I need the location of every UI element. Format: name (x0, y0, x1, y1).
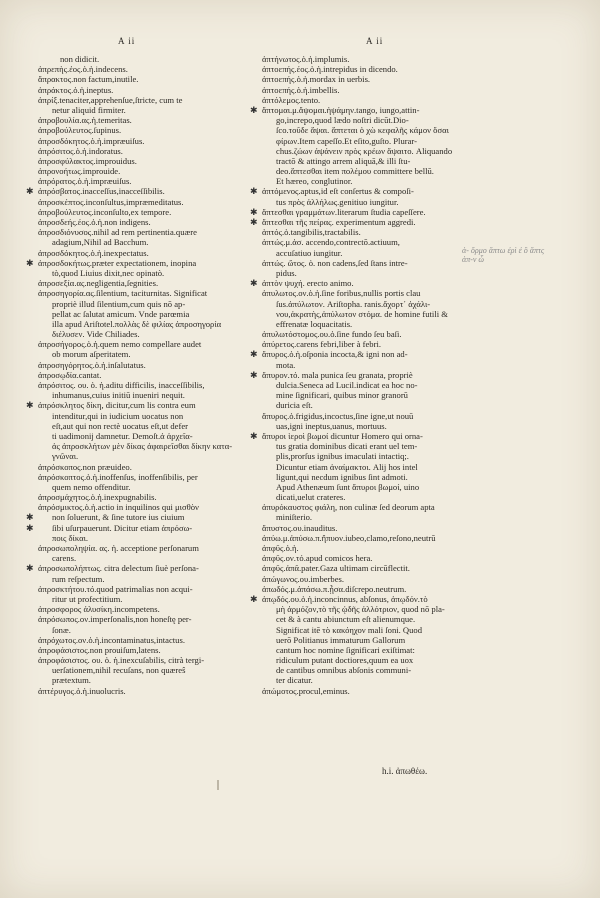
signature-mark-right: A ii (366, 36, 384, 46)
line-text: non didicit. (60, 54, 100, 64)
dictionary-line (262, 523, 514, 533)
line-text: quem nemo offenditur. (52, 481, 131, 492)
asterisk-marker-icon: ✱ (250, 186, 258, 197)
dictionary-line (38, 227, 288, 237)
line-text: ἀπρόσκοπος.non præuideo. (38, 461, 132, 472)
dictionary-line (38, 136, 288, 146)
line-text: mota. (276, 359, 296, 370)
line-text: inhumanus,cuius initiū inueniri nequit. (52, 390, 185, 401)
dictionary-line (250, 593, 514, 604)
line-text: ἄπυροι ἱεροὶ βωμοί dicuntur Homero qui orna- (262, 430, 423, 441)
dictionary-line (38, 125, 288, 135)
line-text: go,increpo,quod lædo noſtri dicūt.Dio- (276, 115, 409, 126)
dictionary-line (38, 665, 288, 675)
line-text: dulcia.Seneca ad Lucil.indicat ea hoc no- (276, 380, 418, 390)
dictionary-line (38, 441, 288, 451)
line-text: miniſterio. (276, 512, 313, 523)
gutter-mark (217, 780, 219, 790)
line-text: tractō & attingo arrem aliquā,& illi ſtu- (276, 155, 411, 166)
line-text: uerſationem,nihil recuſans, non quæreŝ (52, 665, 186, 676)
asterisk-marker-icon: ✱ (250, 217, 258, 227)
line-text: duricia eſt. (276, 400, 313, 411)
line-text: intenditur,qui in iudicium uocatus non (52, 410, 184, 421)
line-text: ter dicatur. (276, 675, 313, 686)
line-text: mine ſignificari, quibus minor granorū (276, 390, 408, 401)
dictionary-line (262, 146, 514, 156)
line-text: ſco.τοῦδε ἅψαι. ἅπτεται ὁ χὼ κεφαλῆς κάμον ὅσαι (276, 125, 449, 136)
dictionary-line (262, 584, 514, 594)
line-text: διέλυσεν. Vide Chiliades. (52, 329, 140, 340)
line-text: νου,ἀκρατὴς,ἀπύλωτον στόμα. de homine futili & (276, 308, 448, 319)
asterisk-marker-icon: ✱ (250, 369, 258, 380)
right-column (250, 54, 514, 696)
line-text: ἀπροσήγορος.ὁ.ἡ.quem nemo compellare audet (38, 339, 202, 350)
line-text: ἅπτεσθαι τῆς πείρας. experimentum aggredi. (262, 217, 416, 227)
dictionary-line (262, 604, 514, 614)
line-text: ἀπροσδιόνυσος.nihil ad rem pertinentia.quære (38, 227, 197, 238)
dictionary-line (262, 574, 514, 584)
line-text: ἅπτομαι.μ.ἅψομαι.ἡψάμην.tango, iungo,attin- (262, 104, 420, 115)
line-text: ἀπροβουλία.ας.ἡ.temeritas. (38, 115, 132, 126)
dictionary-line (26, 257, 288, 268)
dictionary-line (38, 472, 288, 482)
dictionary-line (26, 522, 288, 533)
line-text: ſus.ἀπύλωτον. Ariſtopha. ranis.ἄχορτ᾽ ἀχάλι- (276, 298, 431, 309)
dictionary-line (38, 574, 288, 584)
line-text: γνῶναι. (52, 451, 79, 462)
dictionary-line (262, 635, 514, 645)
dictionary-line (262, 686, 514, 696)
line-text: ἀπτώς. ὤτος. ὁ. non cadens,ſed ſtans intre- (262, 257, 408, 268)
line-text: ἀπροβούλευτος.ſupinus. (38, 125, 122, 136)
line-text: ἀς ἀπροσκλήτων μὲν δίκας ἀφαιρεῖσθαι δίκην κατα- (52, 441, 233, 452)
line-text: ἀπροσωπολήπτως. citra delectum ſiuè perſona- (38, 563, 199, 574)
asterisk-marker-icon: ✱ (250, 278, 258, 289)
dictionary-line (262, 176, 514, 186)
line-text: rum reſpectum. (52, 573, 105, 584)
dictionary-line (38, 197, 288, 207)
dictionary-line (38, 309, 288, 319)
dictionary-line (38, 299, 288, 309)
line-text: cantum hoc nomine ſignificari exiſtimat: (276, 644, 415, 655)
dictionary-line (262, 625, 514, 635)
dictionary-line (262, 125, 514, 135)
line-text: ἄπυρον.τό. mala punica ſeu granata, propriè (262, 369, 413, 380)
dictionary-line (38, 482, 288, 492)
line-text: ἀπροσφύλακτος.improuidus. (38, 155, 137, 166)
line-text: ἀπυλωτόστομος.ου.ὁ.ſine fundo ſeu baſi. (262, 329, 402, 340)
line-text: ἀπρόσιτος. ου. ὁ. ἡ.aditu difficilis, inacceſſibilis, (38, 380, 205, 390)
dictionary-line (38, 451, 288, 461)
line-text: ἀπτήνωτος.ὁ.ἡ.implumis. (262, 54, 350, 64)
line-text: ἀπροσηγόρητος.ὁ.ἡ.inſalutatus. (38, 359, 146, 370)
asterisk-marker-icon: ✱ (250, 593, 258, 604)
dictionary-line (262, 390, 514, 400)
dictionary-line (38, 166, 288, 176)
dictionary-line (38, 176, 288, 186)
dictionary-line (38, 645, 288, 655)
line-text: plis,prorſus ignibus imaculati intactiq;. (276, 451, 409, 462)
dictionary-line (38, 584, 288, 594)
dictionary-line (250, 104, 514, 115)
dictionary-line (262, 462, 514, 472)
line-text: ἀπτὸν ψυχή. erecto animo. (262, 278, 354, 289)
asterisk-marker-icon: ✱ (26, 522, 34, 533)
line-text: ἀπρόσβατος.inacceſſus,inacceſſibilis. (38, 186, 165, 197)
line-text: cet & à cantu abiunctum eſt alienumque. (276, 614, 416, 625)
dictionary-line (38, 502, 288, 512)
dictionary-line (38, 625, 288, 635)
dictionary-line (262, 339, 514, 349)
dictionary-line (262, 74, 514, 84)
line-text: ἀπφῦς.ον.τό.apud comicos hera. (262, 553, 373, 564)
line-text: ἀπφῦς.ὁ.ἡ. (262, 543, 299, 553)
line-text: ἀπροσμάχητος.ὁ.ἡ.inexpugnabilis. (38, 492, 157, 503)
handwritten-marginal-note (462, 246, 582, 264)
line-text: ἀπρεπὴς.ἐος.ὁ.ἡ.indecens. (38, 64, 128, 75)
line-text: ἀπροσφορος ἀλυσίκη.incompetens. (38, 604, 160, 615)
dictionary-line (262, 421, 514, 431)
dictionary-line (38, 237, 288, 247)
dictionary-line (38, 115, 288, 125)
dictionary-line (26, 563, 288, 574)
line-text: uerō Politianus immaturum Gallorum (276, 634, 406, 645)
line-text: pellat ac ſalutat amicum. Vnde parœmia (52, 308, 190, 319)
dictionary-line (250, 186, 514, 197)
dictionary-line (262, 166, 514, 176)
asterisk-marker-icon: ✱ (26, 186, 34, 197)
line-text: ἅπτεσθαι γραμμάτων.literarum ſtudia capeſſere. (262, 206, 426, 217)
dictionary-line (262, 451, 514, 461)
dictionary-line (38, 421, 288, 431)
dictionary-line (262, 136, 514, 146)
line-text: ἀπυλωτος.ον.ὁ.ἡ.ſine foribus,nullis portis clau (262, 288, 421, 299)
dictionary-line (38, 288, 288, 298)
line-text: ἀπροσῳδία.cantat. (38, 369, 102, 380)
line-text: deo.ἅπτεσθαι item πολέμου committere bellū. (276, 166, 434, 177)
dictionary-line (38, 462, 288, 472)
line-text: ἀπροσωποληψία. ας. ἡ. acceptione perſonarum (38, 543, 199, 553)
line-text: Apud Athenæum ſunt ἄπυροι βωμοί, uino (276, 481, 420, 492)
dictionary-line (262, 614, 514, 624)
dictionary-line (38, 380, 288, 390)
line-text: ἀπτοεπής.ὁ.ἡ.mordax in uerbis. (262, 74, 371, 85)
line-text: ἀπώγωνος.ου.imberbes. (262, 573, 345, 584)
line-text: ἀπυρόκαυστος φιάλη, non culinæ ſed deorum apta (262, 502, 435, 513)
dictionary-line (262, 380, 514, 390)
dictionary-line (38, 675, 288, 685)
line-text: ἀπροσηγορία.ας.ſilentium, taciturnitas. Significat (38, 288, 208, 299)
asterisk-marker-icon: ✱ (250, 104, 258, 115)
dictionary-line (38, 74, 288, 84)
line-text: non ſoluerunt, & ſine tutore ius ciuium (52, 512, 185, 523)
dictionary-line (250, 430, 514, 441)
dictionary-line (262, 309, 514, 319)
dictionary-line (262, 553, 514, 563)
line-text: effrenatæ loquacitatis. (276, 318, 353, 329)
line-text: ἄπυρος.ὁ.frigidus,incoctus,ſine igne,ut nouū (262, 410, 414, 421)
dictionary-line (38, 543, 288, 553)
dictionary-line (262, 319, 514, 329)
line-text: ἀπῳδός.ου.ὁ.ἡ.inconcinnus, abſonus, ἀπῳδόν.τὸ (262, 593, 428, 604)
line-text: ἀπρόχωτος.ον.ὁ.ἡ.incontaminatus,intactus. (38, 634, 185, 645)
line-text: pidus. (276, 267, 297, 278)
line-text: dicati,uelut crateres. (276, 492, 346, 503)
dictionary-line (38, 492, 288, 502)
line-text: ἀπροσδοκήτως.præter expectationem, inopina (38, 257, 197, 268)
dictionary-line (38, 329, 288, 339)
line-text: adagium,Nihil ad Bacchum. (52, 237, 149, 248)
line-text: tus gratia dominibus dicati erant uel tem- (276, 441, 418, 452)
line-text: ἀπτόλεμος.tento. (262, 94, 321, 105)
line-text: Et hæreo, conglutinor. (276, 176, 353, 187)
catchword: h.i. ἀπωθέω. (382, 766, 428, 776)
asterisk-marker-icon: ✱ (26, 257, 34, 268)
line-text: ἀπρόσκοπτος.ὁ.ἡ.inoffenſus, inoffenſibilis, per (38, 471, 198, 482)
line-text: ἀπροσδόκητος.ὁ.ἡ.impræuiſus. (38, 135, 145, 146)
dictionary-line (38, 54, 288, 64)
line-text: ἀπροσδόκητος.ὁ.ἡ.inexpectatus. (38, 247, 149, 258)
line-text: tus πρὸς ἀλλήλως.genitiuo iungitur. (276, 196, 399, 207)
dictionary-line (262, 665, 514, 675)
dictionary-line (262, 268, 514, 278)
line-text: ἄπυρος.ὁ.ἡ.oſponia incocta,& igni non ad- (262, 349, 408, 360)
dictionary-line (262, 411, 514, 421)
line-text: netur aliquid firmiter. (52, 104, 126, 115)
line-text: ἀπτοεπής.έος.ὁ.ἡ.intrepidus in dicendo. (262, 64, 398, 75)
line-text: de cantibus omnibus abſonis communi- (276, 665, 412, 676)
line-text: ἀπροσεξία.ας.negligentia,ſegnities. (38, 278, 159, 289)
dictionary-line (262, 85, 514, 95)
line-text: ἀπύρετος.carens febri,liber à febri. (262, 339, 381, 350)
dictionary-line (262, 492, 514, 502)
dictionary-line (38, 553, 288, 563)
dictionary-line (38, 614, 288, 624)
dictionary-line (262, 95, 514, 105)
asterisk-marker-icon: ✱ (26, 563, 34, 574)
dictionary-line (38, 248, 288, 258)
line-text: ob morum aſperitatem. (52, 349, 131, 360)
line-text: ἀπώμοτος.procul,eminus. (262, 685, 350, 696)
dictionary-line (38, 390, 288, 400)
line-text: μὴ ἁρμόζον,τὸ τῆς ᾠδῆς ἀλλότριον, quod nō pla- (276, 604, 445, 615)
line-text: ſonæ. (52, 624, 71, 635)
dictionary-line (38, 635, 288, 645)
dictionary-line (250, 206, 514, 217)
dictionary-line (38, 319, 288, 329)
dictionary-line (262, 655, 514, 665)
asterisk-marker-icon: ✱ (26, 512, 34, 523)
line-text: uas,igni ineptus,uanus, mortuus. (276, 420, 387, 431)
line-text: ἀπρονοήτως.improuide. (38, 166, 121, 177)
dictionary-line (262, 502, 514, 512)
line-text: ridiculum putant doctiores,quum ea uox (276, 655, 414, 666)
dictionary-line (262, 472, 514, 482)
line-text: ti uadimonij damnetur. Demoſt.ἀ ἀρχεῖα- (52, 430, 193, 441)
asterisk-marker-icon: ✱ (250, 349, 258, 360)
dictionary-line (262, 441, 514, 451)
line-text: ποις δίκαι. (52, 532, 89, 543)
dictionary-line (250, 278, 514, 289)
line-text: Significat itē τὸ κακόηχον mali ſoni. Quod (276, 624, 423, 635)
line-text: ἀπτοεπής.ὁ.ἡ.imbellis. (262, 84, 340, 95)
dictionary-line (262, 675, 514, 685)
line-text: ἀπτόμενος.aptus,id eſt conſertus & compoſi- (262, 186, 414, 197)
line-text: accuſatiuo iungitur. (276, 247, 343, 258)
dictionary-line (38, 411, 288, 421)
marginal-note-line: ἀ- ὄρμο ἅπτω ἐρὶ ἐ ὃ ἅπτς (462, 246, 545, 255)
asterisk-marker-icon: ✱ (250, 206, 258, 217)
line-text: ſibi uſurpauerunt. Dicitur etiam ἀπρόσω- (52, 522, 193, 533)
page-header (0, 36, 600, 50)
dictionary-line (262, 329, 514, 339)
dictionary-line (262, 512, 514, 522)
line-text: ἀπράκτος.ὁ.ἡ.ineptus. (38, 84, 114, 95)
dictionary-line (262, 543, 514, 553)
dictionary-line (262, 115, 514, 125)
line-text: ἀπρόσιτος.ὁ.ἡ.indoratus. (38, 145, 123, 156)
line-text: ἀπροσδεής.έος.ὁ.ἡ.non indigens. (38, 217, 151, 227)
dictionary-line (262, 299, 514, 309)
line-text: ἀπροσκέπτος.inconſultus,impræmeditatus. (38, 196, 184, 207)
dictionary-line (26, 400, 288, 411)
dictionary-line (26, 512, 288, 523)
line-text: carens. (52, 553, 77, 564)
dictionary-line (38, 686, 288, 696)
dictionary-line (262, 482, 514, 492)
dictionary-line (38, 655, 288, 665)
signature-mark-left: A ii (118, 36, 136, 46)
dictionary-line (38, 604, 288, 614)
dictionary-line (38, 339, 288, 349)
line-text: ἀπρίξ.tenaciter,apprehenſue,ſtricte, cum te (38, 94, 183, 105)
dictionary-line (262, 400, 514, 410)
line-text: ἀπροφάσιστος. ου. ὁ. ἡ.inexcuſabilis, citrà tergi- (38, 655, 205, 666)
line-text: illa apud Ariſtotel.πολλὰς δὲ φιλίας ἀπροσηγορία (52, 318, 222, 329)
line-text: ligunt,qui necdum ignibus ſint admoti. (276, 471, 408, 482)
line-text: ἀπφῦς.ἀπᾶ.pater.Gaza ultimam circūflectit. (262, 563, 410, 574)
dictionary-line (262, 563, 514, 573)
dictionary-line (38, 64, 288, 74)
line-text: φίρων.Item capeſſo.Et eſito,guſto. Plurar- (276, 135, 417, 146)
dictionary-line (262, 288, 514, 298)
line-text: ἄπρακτος.non factum,inutile. (38, 74, 139, 85)
dictionary-line (38, 146, 288, 156)
line-text: propriè illud ſilentium,cum quis nō ap- (52, 298, 186, 309)
dictionary-line (38, 268, 288, 278)
dictionary-line (262, 156, 514, 166)
dictionary-line (262, 64, 514, 74)
dictionary-line (262, 645, 514, 655)
line-text: ἀπύω.μ.ἀπύσω.π.ἤπυον.iubeo,clamo,reſono,neutrū (262, 532, 436, 543)
dictionary-line (38, 360, 288, 370)
dictionary-line (38, 95, 288, 105)
dictionary-line (250, 349, 514, 360)
line-text: ἀπρόρατος.ὁ.ἡ.impræuiſus. (38, 176, 132, 187)
line-text: Dicuntur etiam ἀναίμακτοι. Alij hos intel (276, 461, 418, 472)
dictionary-line (38, 156, 288, 166)
asterisk-marker-icon: ✱ (26, 400, 34, 411)
dictionary-line (38, 85, 288, 95)
line-text: tò,quod Liuius dixit,nec opinatò. (52, 267, 165, 278)
dictionary-line (262, 197, 514, 207)
line-text: ἁπτός.ὁ.tangibilis,tractabilis. (262, 227, 361, 238)
line-text: ἀπρόσωπος.ον.imperſonalis,non honeſtę per- (38, 614, 192, 625)
line-text: ἀπτέρυγος.ὁ.ἡ.inuolucris. (38, 685, 126, 696)
line-text: ἀπρόσμικτος.ὁ.ἡ.actio in inquilinos qui μισθὸν (38, 502, 199, 513)
dictionary-line (262, 533, 514, 543)
line-text: ἀπροφάσιστος.non prouiſum,latens. (38, 644, 161, 655)
line-text: ritur ut profectitium. (52, 593, 123, 604)
line-text: eſt,aut qui non rectè uocatus eſt,ut defer (52, 420, 189, 431)
line-text: ἄπυστος.ου.inauditus. (262, 522, 338, 533)
marginal-note-line: ἀπ-ν ὦ (462, 255, 485, 264)
dictionary-line (250, 217, 514, 227)
line-text: chus.ζώων ἀψάνειν πρὸς κρέων ἅψαιτο. Aliquando (276, 145, 453, 156)
line-text: ἀπρόσκλητος δίκη, dicitur,cum lis contra eum (38, 400, 196, 411)
asterisk-marker-icon: ✱ (250, 430, 258, 441)
dictionary-line (38, 533, 288, 543)
dictionary-line (262, 54, 514, 64)
line-text: ἀπωδός.μ.ἀπάσω.π.ᾗσα.diſcrepo.neutrum. (262, 583, 407, 594)
dictionary-line (250, 369, 514, 380)
line-text: prætextum. (52, 675, 91, 686)
line-text: ἀπτώς.μ.ἀσ. accendo,contrectō.actiuum, (262, 237, 400, 248)
line-text: ἀπροβούλευτος.inconſulto,ex tempore. (38, 206, 172, 217)
line-text: ἀπροσκτήτου.τό.quod patrimalias non acqui- (38, 583, 193, 594)
dictionary-line (262, 360, 514, 370)
dictionary-line (262, 227, 514, 237)
